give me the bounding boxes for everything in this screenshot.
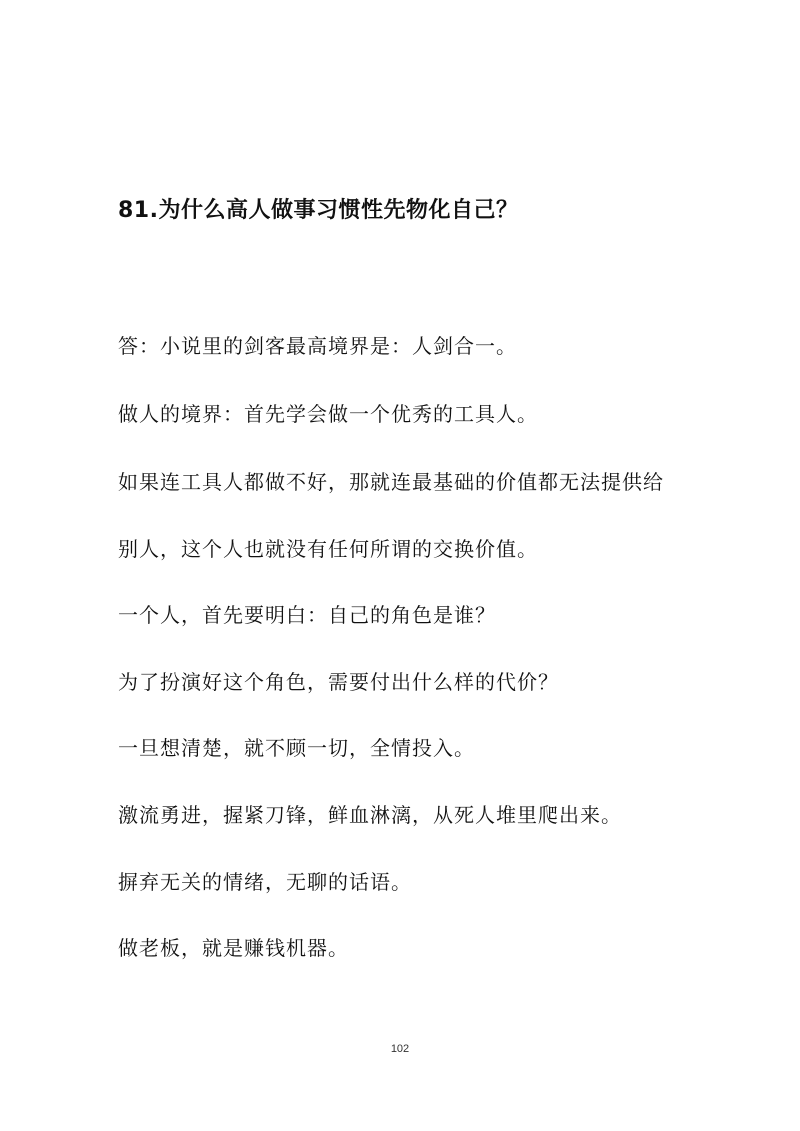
- paragraph-line-7: 一旦想清楚，就不顾一切，全情投入。: [118, 736, 475, 760]
- paragraph-line-2: 做人的境界：首先学会做一个优秀的工具人。: [118, 402, 538, 426]
- paragraph-line-4: 别人，这个人也就没有任何所谓的交换价值。: [118, 537, 538, 561]
- paragraph-line-9: 摒弃无关的情绪，无聊的话语。: [118, 870, 412, 894]
- paragraph-line-10: 做老板，就是赚钱机器。: [118, 936, 349, 960]
- section-title: 81.为什么高人做事习惯性先物化自己？: [118, 198, 519, 223]
- paragraph-line-1: 答：小说里的剑客最高境界是：人剑合一。: [118, 334, 517, 358]
- paragraph-line-3: 如果连工具人都做不好，那就连最基础的价值都无法提供给: [118, 470, 664, 494]
- paragraph-line-5: 一个人，首先要明白：自己的角色是谁？: [118, 603, 496, 627]
- page-number: 102: [390, 1043, 410, 1055]
- paragraph-line-8: 激流勇进，握紧刀锋，鲜血淋漓，从死人堆里爬出来。: [118, 803, 622, 827]
- paragraph-line-6: 为了扮演好这个角色，需要付出什么样的代价？: [118, 670, 559, 694]
